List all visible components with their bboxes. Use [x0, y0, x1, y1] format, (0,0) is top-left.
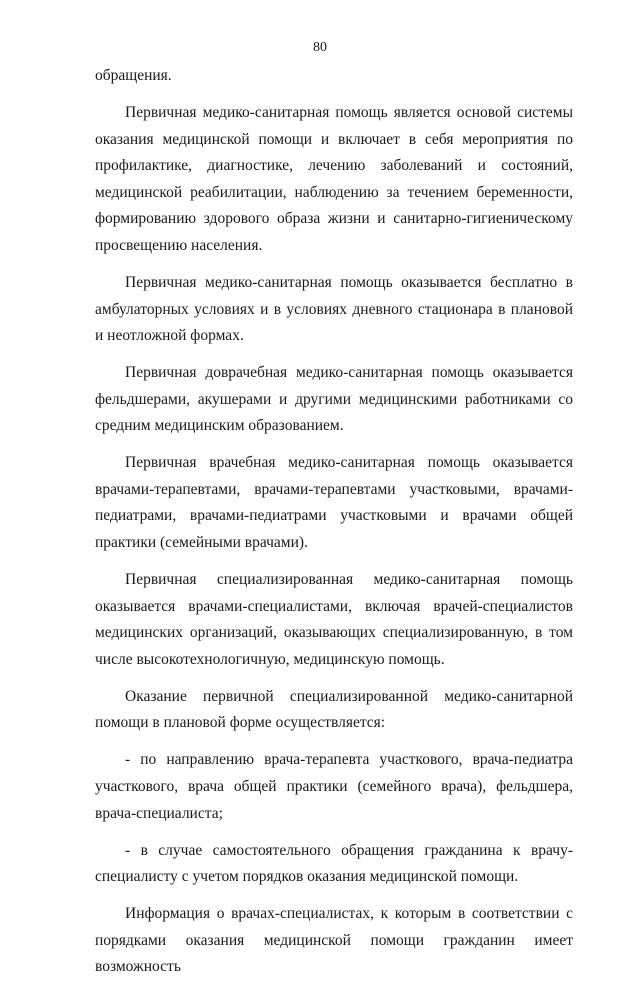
list-item-referral: - по направлению врача-терапевта участкового, врача-педиатра участкового, врача общей практики (семейного врача), фельдшера, врача-специалиста; [95, 751, 573, 822]
paragraph-free-care: Первичная медико-санитарная помощь оказывается бесплатно в амбулаторных условиях и в условиях дневного стационара в плановой и неотложной формах. [95, 273, 573, 345]
page-number: 80 [313, 40, 327, 55]
paragraph-planned-form: Оказание первичной специализированной медико-санитарной помощи в плановой форме осуществляется: [95, 687, 573, 732]
paragraph-continuation: обращения. [95, 67, 172, 84]
paragraph-physician-care: Первичная врачебная медико-санитарная помощь оказывается врачами-терапевтами, врачами-терапевтами участковыми, врачами-педиатрами, врачами-педиатрами участковыми и врачами общей практики (семейными врачами). [95, 454, 573, 552]
paragraph-primary-care-definition: Первичная медико-санитарная помощь является основой системы оказания медицинской помощи и включает в себя мероприятия по профилактике, диагностике, лечению заболеваний и состояний, медицинской реабилитации, наблюдению за течением беременности, формированию здорового образа жизни и санитарно-гигиеническому просвещению населения. [95, 103, 573, 254]
paragraph-specialized-care: Первичная специализированная медико-санитарная помощь оказывается врачами-специалистами, включая врачей-специалистов медицинских организаций, оказывающих специализированную, в том числе высокотехнологичную, медицинскую помощь. [95, 571, 573, 668]
list-item-self-referral: - в случае самостоятельного обращения гражданина к врачу-специалисту с учетом порядков оказания медицинской помощи. [95, 841, 573, 886]
paragraph-specialist-info: Информация о врачах-специалистах, к которым в соответствии с порядками оказания медицинской помощи гражданин имеет возможность [95, 905, 573, 976]
paragraph-prephysician-care: Первичная доврачебная медико-санитарная помощь оказывается фельдшерами, акушерами и другими медицинскими работниками со средним медицинским образованием. [95, 364, 573, 435]
document-body [95, 63, 573, 991]
